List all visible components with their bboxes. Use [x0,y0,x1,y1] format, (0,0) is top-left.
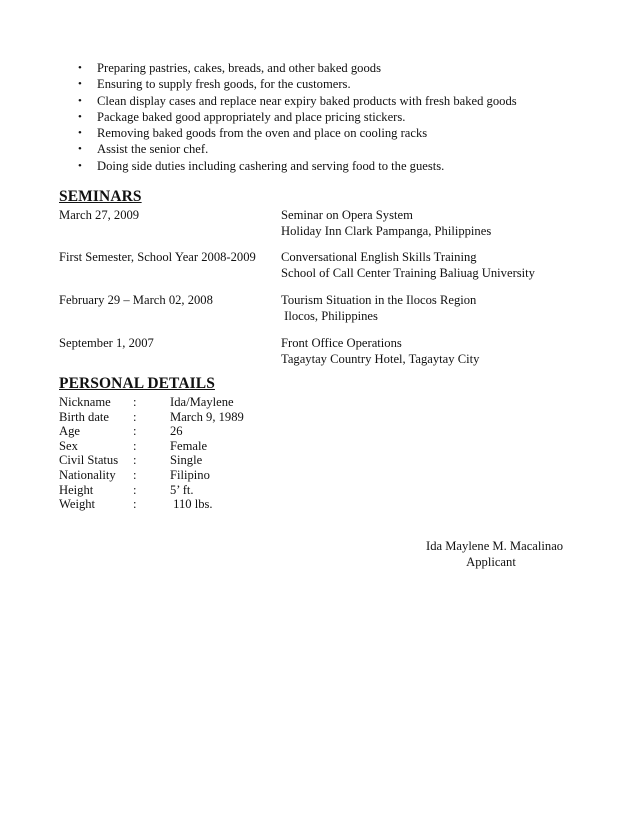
seminar-date: March 27, 2009 [59,208,140,222]
colon-separator: : [133,409,137,424]
colon-separator: : [133,395,137,409]
field-label: Civil Status [59,453,119,468]
seminar-date: First Semester, School Year 2008-2009 [59,250,256,264]
field-label: Height [59,482,94,497]
list-item: • Package baked good appropriately and place pricing stickers. [78,109,406,124]
list-item: • Ensuring to supply fresh goods, for the customers. [78,77,351,92]
applicant-role: Applicant [466,555,516,570]
field-label: Nationality [59,467,116,482]
colon-separator: : [133,482,137,497]
field-value: 5’ ft. [170,482,194,497]
list-item: • Clean display cases and replace near expiry baked products with fresh baked goods [78,93,517,108]
seminar-title: Conversational English Skills Training [281,250,477,264]
colon-separator: : [133,453,137,468]
seminar-detail [281,249,535,282]
field-label: Sex [59,438,78,453]
seminar-title: Tourism Situation in the Ilocos Region [281,293,477,307]
field-value: Single [170,453,203,468]
field-value: Female [170,438,208,453]
list-item: • Assist the senior chef. [78,142,209,157]
field-label: Nickname [59,395,111,409]
bullet-icon: • [78,127,82,140]
bullet-icon: • [78,78,82,91]
bullet-icon: • [78,62,82,74]
seminar-detail [281,207,491,240]
signature-block [426,538,564,571]
list-item: • Removing baked goods from the oven and place on cooling racks [78,126,428,141]
field-label: Age [59,424,80,439]
seminar-detail [281,292,476,325]
field-label: Birth date [59,409,110,424]
seminar-title: Seminar on Opera System [281,208,413,222]
seminar-date: September 1, 2007 [59,336,154,350]
seminar-place: Ilocos, Philippines [281,309,378,324]
field-value: 110 lbs. [170,497,213,512]
seminar-place: Holiday Inn Clark Pampanga, Philippines [281,224,492,239]
field-value: Filipino [170,467,210,482]
personal-details-heading: PERSONAL DETAILS [59,375,215,392]
job-duties-list [0,60,517,174]
seminar-title: Front Office Operations [281,336,402,350]
seminars-heading: SEMINARS [59,188,142,205]
colon-separator: : [133,424,137,439]
seminar-date: February 29 – March 02, 2008 [59,293,213,307]
applicant-name: Ida Maylene M. Macalinao [426,539,564,553]
seminar-detail [281,335,479,368]
bullet-icon: • [78,110,82,123]
bullet-icon: • [78,94,82,107]
colon-separator: : [133,467,137,482]
field-value: March 9, 1989 [170,409,244,424]
bullet-icon: • [78,159,82,172]
field-label: Weight [59,497,96,512]
list-item: • Preparing pastries, cakes, breads, and other baked goods [78,61,381,75]
field-value: Ida/Maylene [170,395,234,409]
seminar-place: Tagaytay Country Hotel, Tagaytay City [281,352,480,367]
bullet-icon: • [78,143,82,156]
list-item: • Doing side duties including cashering and serving food to the guests. [78,158,445,173]
field-value: 26 [170,424,183,439]
colon-separator: : [133,497,137,512]
seminar-place: School of Call Center Training Baliuag University [281,266,535,281]
colon-separator: : [133,438,137,453]
